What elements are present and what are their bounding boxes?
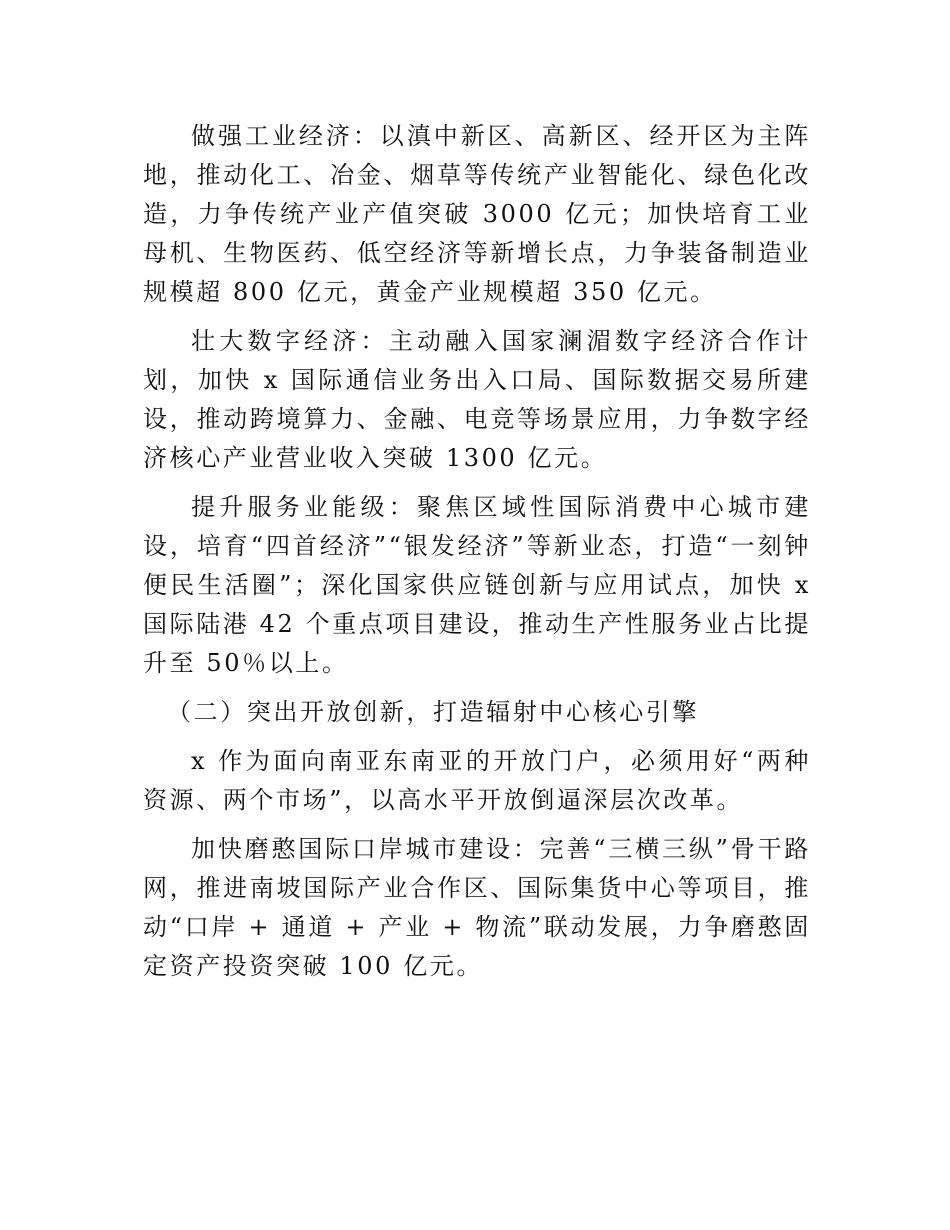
paragraph-mohan-port: 加快磨憨国际口岸城市建设：完善“三横三纵”骨干路网，推进南坡国际产业合作区、国际集货中心等项目，推动“口岸 + 通道 + 产业 + 物流”联动发展，力争磨憨固定资产投资突破 100 亿元。 [143, 835, 811, 980]
section-heading: （二）突出开放创新，打造辐射中心核心引擎 [167, 698, 699, 726]
paragraph-digital-economy: 壮大数字经济：主动融入国家澜湄数字经济合作计划，加快 x 国际通信业务出入口局、国际数据交易所建设，推动跨境算力、金融、电竞等场景应用，力争数字经济核心产业营业收入突破 1300 亿元。 [143, 327, 811, 472]
paragraph-service-industry: 提升服务业能级：聚焦区域性国际消费中心城市建设，培育“四首经济”“银发经济”等新业态，打造“一刻钟便民生活圈”；深化国家供应链创新与应用试点，加快 x 国际陆港 42 个重点项目建设，推动生产性服务业占比提升至 50％以上。 [143, 493, 811, 677]
document-page [143, 117, 811, 996]
paragraph-industrial-economy: 做强工业经济：以滇中新区、高新区、经开区为主阵地，推动化工、冶金、烟草等传统产业智能化、绿色化改造，力争传统产业产值突破 3000 亿元；加快培育工业母机、生物医药、低空经济等新增长点，力争装备制造业规模超 800 亿元，黄金产业规模超 350 亿元。 [143, 122, 811, 306]
paragraph-open-gateway: x 作为面向南亚东南亚的开放门户，必须用好“两种资源、两个市场”，以高水平开放倒逼深层次改革。 [143, 747, 811, 814]
